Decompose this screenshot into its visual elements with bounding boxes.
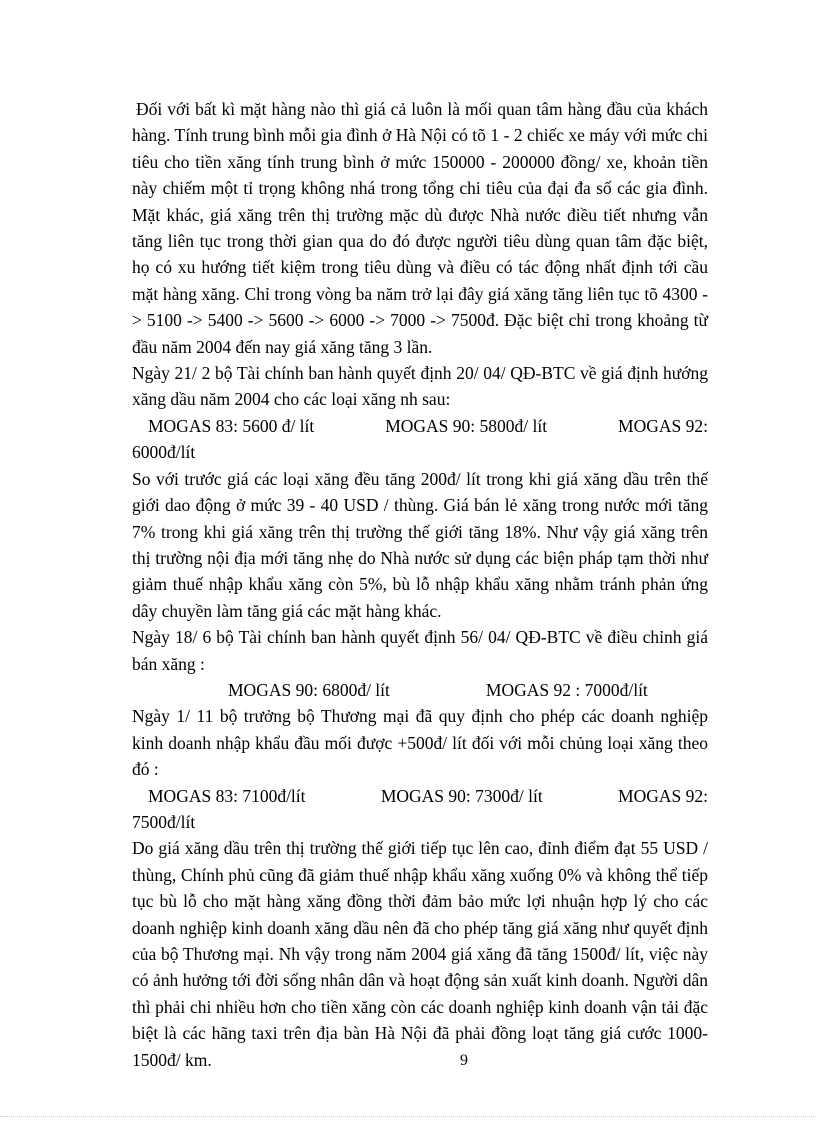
price-mogas83: MOGAS 83: 7100đ/lít: [148, 785, 306, 806]
paragraph-conclusion: Do giá xăng dầu trên thị trường thế giới tiếp tục lên cao, đỉnh điểm đạt 55 USD / thùng, Chính phủ cũng đã giảm thuế nhập khẩu xăng xuống 0% và không thể tiếp tục bù lỗ cho mặt hàng xăng đồng thời đảm bảo mức lợi nhuận hợp lý cho các doanh nghiệp kinh doanh xăng dầu nên đã cho phép tăng giá xăng như quyết định của bộ Thương mại. Nh vậy trong năm 2004 giá xăng đã tăng 1500đ/ lít, việc này có ảnh hưởng tới đời sống nhân dân và hoạt động sản xuất kinh doanh. Người dân thì phải chi nhiều hơn cho tiền xăng còn các doanh nghiệp kinh doanh vận tải đặc biệt là các hãng taxi trên địa bàn Hà Nội đã phải đồng loạt tăng giá cước 1000-1500đ/ km.: [132, 838, 708, 1070]
document-body: [132, 96, 708, 1073]
price-list-feb: [132, 413, 708, 439]
price-list-nov: [132, 783, 708, 809]
paragraph-trade-ministry: Ngày 1/ 11 bộ trưởng bộ Thương mại đã quy định cho phép các doanh nghiệp kinh doanh nhập khẩu đầu mối được +500đ/ lít đối với mỗi chủng loại xăng theo đó :: [132, 706, 708, 780]
price-list-june: [132, 677, 708, 703]
page-number: 9: [460, 1052, 468, 1069]
price-mogas90: MOGAS 90: 7300đ/ lít: [380, 785, 543, 806]
price-mogas90: MOGAS 90: 6800đ/ lít: [228, 679, 390, 700]
price-mogas92-label: MOGAS 92:: [618, 785, 708, 806]
price-mogas92: MOGAS 92 : 7000đ/lít: [485, 679, 648, 700]
price-mogas92-label: MOGAS 92:: [618, 415, 708, 436]
page-edge-divider: [0, 1116, 816, 1117]
paragraph-comparison: So với trước giá các loại xăng đều tăng 200đ/ lít trong khi giá xăng dầu trên thế giới dao động ở mức 39 - 40 USD / thùng. Giá bán lẻ xăng trong nước mới tăng 7% trong khi giá xăng trên thị trường thế giới tăng 18%. Như vậy giá xăng trên thị trường nội địa mới tăng nhẹ do Nhà nước sử dụng các biện pháp tạm thời như giảm thuế nhập khẩu xăng còn 5%, bù lỗ nhập khẩu xăng nhằm tránh phản ứng dây chuyền làm tăng giá các mặt hàng khác.: [132, 468, 708, 621]
price-mogas83: MOGAS 83: 5600 đ/ lít: [148, 415, 315, 436]
paragraph-decision-56: Ngày 18/ 6 bộ Tài chính ban hành quyết định 56/ 04/ QĐ-BTC về điều chỉnh giá bán xăng :: [132, 627, 708, 674]
price-mogas92-value: 6000đ/lít: [132, 442, 196, 463]
paragraph-decision-20: Ngày 21/ 2 bộ Tài chính ban hành quyết định 20/ 04/ QĐ-BTC về giá định hướng xăng dầu năm 2004 cho các loại xăng nh sau:: [132, 363, 708, 410]
price-mogas90: MOGAS 90: 5800đ/ lít: [385, 415, 548, 436]
paragraph-intro: Đối với bất kì mặt hàng nào thì giá cả luôn là mối quan tâm hàng đầu của khách hàng. Tính trung bình mỗi gia đình ở Hà Nội có tõ 1 - 2 chiếc xe máy với mức chi tiêu cho tiền xăng tính trung bình ở mức 150000 - 200000 đồng/ xe, khoản tiền này chiếm một tỉ trọng không nhá trong tổng chi tiêu của đại đa số các gia đình. Mặt khác, giá xăng trên thị trường mặc dù được Nhà nước điều tiết nhưng vẫn tăng liên tục trong thời gian qua do đó được người tiêu dùng quan tâm đặc biệt, họ có xu hướng tiết kiệm trong tiêu dùng và điều có tác động nhất định tới cầu mặt hàng xăng. Chỉ trong vòng ba năm trở lại đây giá xăng tăng liên tục tõ 4300 -> 5100 -> 5400 -> 5600 -> 6000 -> 7000 -> 7500đ. Đặc biệt chỉ trong khoảng từ đầu năm 2004 đến nay giá xăng tăng 3 lần.: [132, 99, 708, 357]
price-mogas92-value: 7500đ/lít: [132, 811, 196, 832]
